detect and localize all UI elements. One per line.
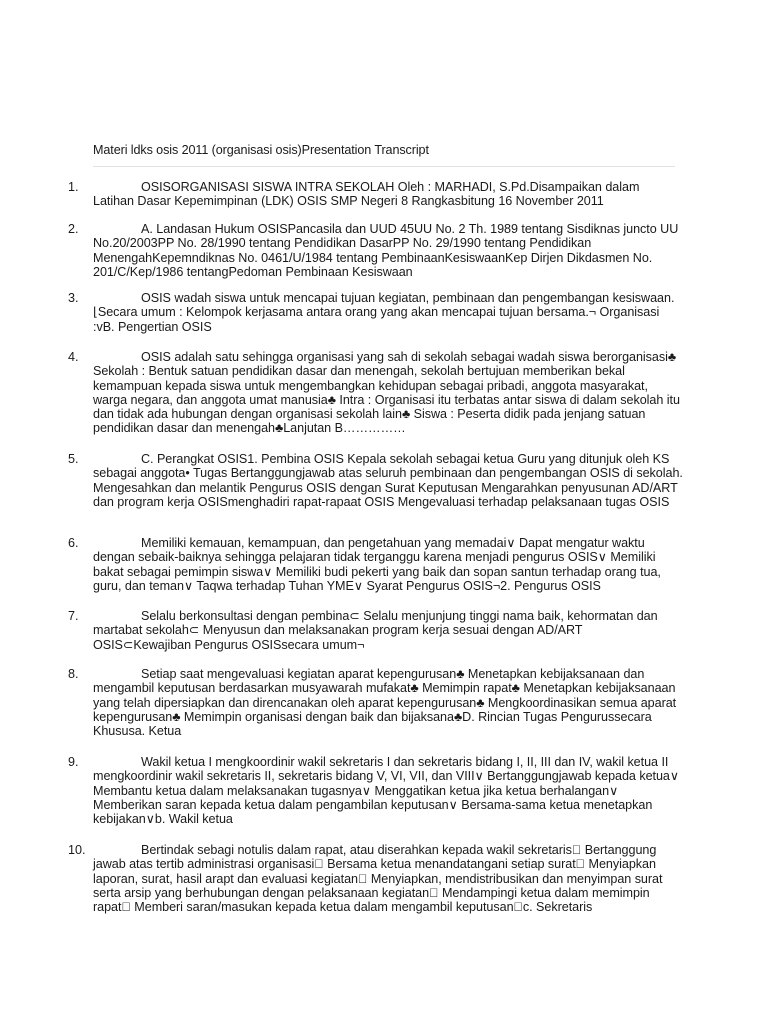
page-title: Materi ldks osis 2011 (organisasi osis)Presentation Transcript: [93, 143, 429, 157]
item-text: OSISORGANISASI SISWA INTRA SEKOLAH Oleh : MARHADI, S.Pd.Disampaikan dalam Latihan Dasar Kepemimpinan (LDK) OSIS SMP Negeri 8 Rangkasbitung 16 November 2011: [93, 180, 640, 209]
item-number: 9.: [68, 755, 79, 769]
item-text: C. Perangkat OSIS1. Pembina OSIS Kepala sekolah sebagai ketua Guru yang ditunjuk oleh KS sebagai anggota• Tugas Bertanggungjawab atas seluruh pembinaan dan pengembangan OSIS di sekolah. Mengesahkan dan melantik Pengurus OSIS dengan Surat Keputusan Mengarahkan penyusunan AD/ART dan program kerja OSISmenghadiri rapat-rapaat OSIS Mengevaluasi terhadap pelaksanaan tugas OSIS: [93, 452, 683, 509]
item-text: OSIS wadah siswa untuk mencapai tujuan kegiatan, pembinaan dan pengembangan kesiswaan.⌊Secara umum : Kelompok kerjasama antara orang yang akan mencapai tujuan bersama.¬ Organisasi :vB. Pengertian OSIS: [93, 291, 675, 334]
item-number: 2.: [68, 222, 79, 236]
item-number: 8.: [68, 667, 79, 681]
item-number: 7.: [68, 609, 79, 623]
item-text: A. Landasan Hukum OSISPancasila dan UUD 45UU No. 2 Th. 1989 tentang Sisdiknas juncto UU No.20/2003PP No. 28/1990 tentang Pendidikan DasarPP No. 29/1990 tentang Pendidikan MenengahKepemndiknas No. 0461/U/1984 tentang PembinaanKesiswaanKep Dirjen Dikdasmen No. 201/C/Kep/1986 tentangPedoman Pembinaan Kesiswaan: [93, 222, 679, 279]
item-text: Memiliki kemauan, kemampuan, dan pengetahuan yang memadai∨ Dapat mengatur waktu dengan sebaik-baiknya sehingga pelajaran tidak terganggu karena menjadi pengurus OSIS∨ Memiliki bakat sebagai pemimpin siswa∨ Memiliki budi pekerti yang baik dan sopan santun terhadap orang tua, guru, dan teman∨ Taqwa terhadap Tuhan YME∨ Syarat Pengurus OSIS¬2. Pengurus OSIS: [93, 536, 661, 593]
title-divider: [93, 166, 675, 167]
item-number: 6.: [68, 536, 79, 550]
item-text: Wakil ketua I mengkoordinir wakil sekretaris I dan sekretaris bidang I, II, III dan IV, wakil ketua II mengkoordinir wakil sekretaris II, sekretaris bidang V, VI, VII, dan VIII∨ Bertanggungjawab kepada ketua∨ Membantu ketua dalam melaksanakan tugasnya∨ Menggatikan ketua jika ketua berhalangan∨ Memberikan saran kepada ketua dalam pengambilan keputusan∨ Bersama-sama ketua menetapkan kebijakan∨b. Wakil ketua: [93, 755, 680, 827]
item-number: 10.: [68, 843, 86, 857]
item-number: 1.: [68, 180, 79, 194]
item-number: 4.: [68, 350, 79, 364]
item-number: 3.: [68, 291, 79, 305]
item-text: OSIS adalah satu sehingga organisasi yang sah di sekolah sebagai wadah siswa berorganisasi♣ Sekolah : Bentuk satuan pendidikan dasar dan menengah, sekolah bertujuan memberikan bekal kemampuan kepada siswa untuk mengembangkan kehidupan sebagai pribadi, anggota masyarakat, warga negara, dan anggota umat manusia♣ Intra : Organisasi itu terbatas antar siswa di dalam sekolah itu dan tidak ada hubungan dengan organisasi sekolah lain♣ Siswa : Peserta didik pada jenjang satuan pendidikan dasar dan menengah♣Lanjutan B……………: [93, 350, 680, 436]
item-text: Bertindak sebagi notulis dalam rapat, atau diserahkan kepada wakil sekretaris􀀀 Bertanggung jawab atas tertib administrasi organisasi􀀀 Bersama ketua menandatangani setiap surat􀀀 Menyiapkan laporan, surat, hasil arapt dan evaluasi kegiatan􀀀 Menyiapkan, mendistribusikan dan menyimpan surat serta arsip yang berhubungan dengan pelaksanaan kegiatan􀀀 Mendampingi ketua dalam memimpin rapat􀀀 Memberi saran/masukan kepada ketua dalam mengambil keputusan􀀀c. Sekretaris: [93, 843, 663, 915]
item-text: Selalu berkonsultasi dengan pembina⊂ Selalu menjunjung tinggi nama baik, kehormatan dan martabat sekolah⊂ Menyusun dan melaksanakan program kerja sesuai dengan AD/ART OSIS⊂Kewajiban Pengurus OSISsecara umum¬: [93, 609, 658, 652]
item-text: Setiap saat mengevaluasi kegiatan aparat kepengurusan♣ Menetapkan kebijaksanaan dan mengambil keputusan berdasarkan musyawarah mufakat♣ Memimpin rapat♣ Menetapkan kebijaksanaan yang telah dipersiapkan dan direncanakan oleh aparat kepengurusan♣ Mengkoordinasikan semua aparat kepengurusan♣ Memimpin organisasi dengan baik dan bijaksana♣D. Rincian Tugas Pengurussecara Khususa. Ketua: [93, 667, 677, 739]
item-number: 5.: [68, 452, 79, 466]
